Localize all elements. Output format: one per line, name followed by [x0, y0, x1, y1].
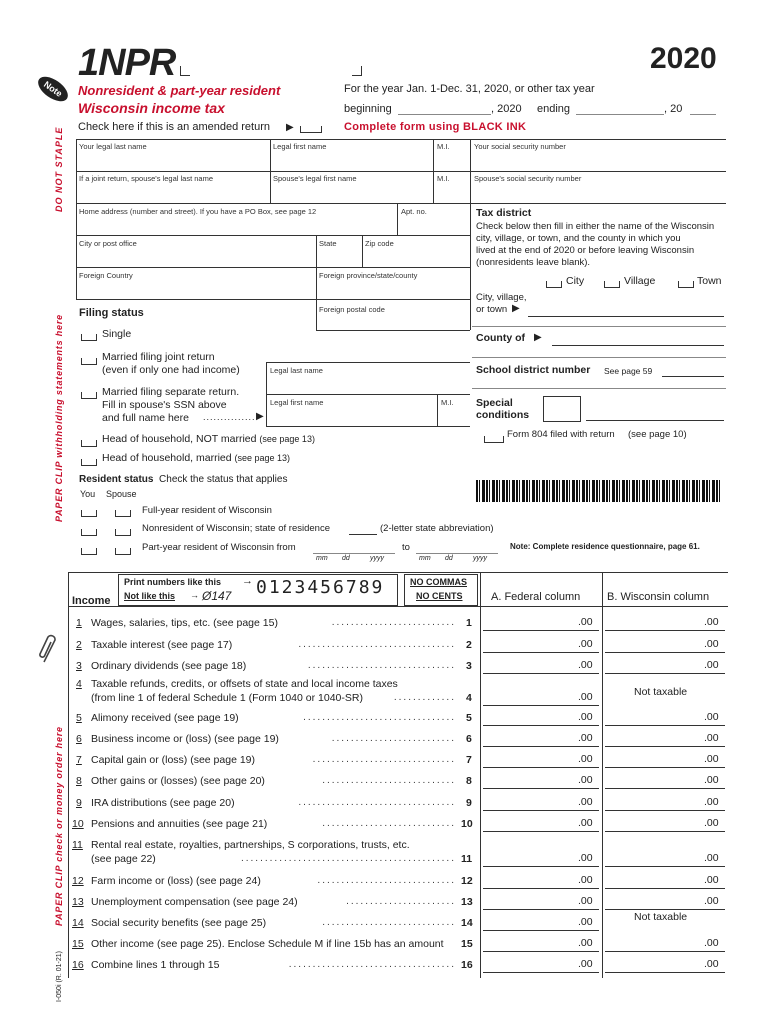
leader-dots: .......................... — [331, 617, 456, 628]
country-field[interactable]: Foreign Country — [79, 271, 133, 280]
end-year-line[interactable] — [690, 114, 716, 115]
arrow-icon: ▶ — [256, 411, 264, 422]
spouse-label: Spouse — [106, 489, 137, 499]
arrow-icon: → — [242, 575, 253, 587]
line-number: 9 — [76, 797, 82, 809]
cvt-input[interactable] — [528, 316, 724, 317]
amended-checkbox[interactable] — [300, 126, 322, 133]
line-label-continued: (from line 1 of federal Schedule 1 (Form 1040 or 1040-SR) — [91, 692, 363, 704]
wisconsin-amount-cents: .00 — [704, 958, 719, 970]
wisconsin-column-header: B. Wisconsin column — [607, 591, 710, 603]
federal-amount-input[interactable] — [483, 652, 599, 653]
federal-amount-input[interactable] — [483, 725, 599, 726]
corner-mark-right — [352, 66, 362, 76]
federal-column-header: A. Federal column — [491, 591, 581, 603]
line-number: 7 — [76, 754, 82, 766]
federal-amount-input[interactable] — [483, 630, 599, 631]
federal-amount-input[interactable] — [483, 705, 599, 706]
line-number: 15 — [72, 938, 84, 950]
from-mm: mm — [316, 555, 328, 562]
hoh-not-married-checkbox[interactable] — [81, 440, 97, 447]
you-label: You — [80, 489, 96, 499]
federal-amount-cents: .00 — [578, 796, 593, 808]
from-date-input[interactable] — [313, 553, 395, 554]
school-district-ref: See page 59 — [604, 366, 653, 376]
line-label: Ordinary dividends (see page 18) — [91, 660, 247, 672]
wisconsin-amount-input[interactable] — [605, 951, 725, 952]
line-label: Other gains or (losses) (see page 20) — [91, 775, 265, 787]
you-part-year-checkbox[interactable] — [81, 548, 97, 555]
bad-digits-sample: Ø147 — [202, 589, 232, 603]
city-field[interactable]: City or post office — [79, 239, 137, 248]
wisconsin-amount-cents: .00 — [704, 874, 719, 886]
leader-dots: ............. — [393, 692, 456, 703]
leader-dots: ....................... — [346, 896, 456, 907]
line-number: 1 — [76, 617, 82, 629]
hoh-married-label — [102, 452, 290, 464]
federal-amount-cents: .00 — [578, 937, 593, 949]
filing-status-title: Filing status — [79, 307, 144, 319]
line-label: Taxable refunds, credits, or offsets of state and local income taxes — [91, 678, 398, 690]
special-conditions-box[interactable] — [543, 396, 581, 422]
province-field[interactable]: Foreign province/state/county — [319, 271, 418, 280]
wisconsin-amount-input[interactable] — [605, 866, 725, 867]
federal-amount-input[interactable] — [483, 972, 599, 973]
leader-dots: ............................ — [322, 917, 456, 928]
note-badge-text: Note — [41, 79, 65, 99]
part-year-label: Part-year resident of Wisconsin from — [142, 542, 296, 553]
leader-dots: ................................. — [298, 639, 456, 650]
wisconsin-amount-cents: .00 — [704, 753, 719, 765]
line-ref-number: 8 — [466, 775, 472, 787]
line-ref-number: 12 — [461, 875, 473, 887]
line-ref-number: 7 — [466, 754, 472, 766]
to-date-input[interactable] — [416, 553, 498, 554]
spouse-legal-mi-field[interactable]: M.I. — [441, 398, 454, 407]
federal-amount-cents: .00 — [578, 753, 593, 765]
line-label: Combine lines 1 through 15 — [91, 959, 220, 971]
ending-label: ending — [537, 103, 571, 115]
federal-amount-cents: .00 — [578, 874, 593, 886]
no-commas-label: NO COMMAS — [410, 577, 467, 587]
spouse-legal-last-name-field[interactable]: Legal last name — [270, 366, 323, 375]
line-number: 5 — [76, 712, 82, 724]
school-district-label: School district number — [476, 364, 591, 376]
ssn-field[interactable]: Your social security number — [474, 142, 566, 151]
village-checkbox[interactable] — [604, 281, 620, 288]
line-number: 12 — [72, 875, 84, 887]
line-label: Other income (see page 25). Enclose Schedule M if line 15b has an amount — [91, 938, 444, 950]
wisconsin-amount-cents: .00 — [704, 659, 719, 671]
state-field[interactable]: State — [319, 239, 337, 248]
line-ref-number: 6 — [466, 733, 472, 745]
wisconsin-amount-input[interactable] — [605, 673, 725, 674]
mfs-label-3: and full name here — [102, 412, 189, 424]
wisconsin-not-taxable: Not taxable — [634, 686, 688, 698]
line-label-continued: (see page 22) — [91, 853, 156, 865]
last-name-field[interactable]: Your legal last name — [79, 142, 147, 151]
tax-year-text: For the year Jan. 1-Dec. 31, 2020, or other tax year — [344, 83, 595, 95]
note-badge — [34, 72, 72, 106]
zip-field[interactable]: Zip code — [365, 239, 394, 248]
wisconsin-amount-input[interactable] — [605, 767, 725, 768]
good-digits-sample: 0123456789 — [256, 577, 385, 598]
spouse-part-year-checkbox[interactable] — [115, 548, 131, 555]
mfs-label-2: Fill in spouse's SSN above — [102, 399, 227, 411]
clip-withholding-label: PAPER CLIP withholding statements here — [54, 314, 64, 522]
tax-district-title: Tax district — [476, 207, 532, 219]
leader-dots: ............................... — [307, 660, 456, 671]
no-cents-label: NO CENTS — [416, 591, 463, 601]
village-option-label: Village — [624, 275, 656, 287]
spouse-full-year-checkbox[interactable] — [115, 510, 131, 517]
begin-year: , 2020 — [491, 103, 522, 115]
line-ref-number: 1 — [466, 617, 472, 629]
tax-district-text-4: (nonresidents leave blank). — [476, 257, 591, 268]
state-of-residence-input[interactable] — [349, 534, 377, 535]
apt-field[interactable]: Apt. no. — [401, 207, 427, 216]
spouse-last-name-field[interactable]: If a joint return, spouse's legal last name — [79, 174, 214, 183]
spouse-ssn-field[interactable]: Spouse's social security number — [474, 174, 582, 183]
arrow-icon: → — [190, 590, 199, 600]
leader-dots: ............................ — [322, 775, 456, 786]
postal-code-field[interactable]: Foreign postal code — [319, 305, 385, 314]
leader-dots: ................................... — [288, 959, 456, 970]
federal-amount-cents: .00 — [578, 817, 593, 829]
form-id: 1NPR — [78, 42, 176, 84]
leader-dots: ................................ — [303, 712, 456, 723]
line-label: Alimony received (see page 19) — [91, 712, 239, 724]
line-label: Rental real estate, royalties, partnerships, S corporations, trusts, etc. — [91, 839, 410, 851]
line-number: 3 — [76, 660, 82, 672]
wisconsin-amount-cents: .00 — [704, 895, 719, 907]
line-number: 8 — [76, 775, 82, 787]
wisconsin-amount-input[interactable] — [605, 630, 725, 631]
address-field[interactable]: Home address (number and street). If you have a PO Box, see page 12 — [79, 207, 317, 216]
wisconsin-amount-input[interactable] — [605, 888, 725, 889]
line-label: Social security benefits (see page 25) — [91, 917, 267, 929]
resident-status-sub: Check the status that applies — [159, 474, 288, 485]
print-like-label: Print numbers like this — [124, 577, 222, 587]
wisconsin-amount-cents: .00 — [704, 774, 719, 786]
special-conditions-input[interactable] — [586, 420, 724, 421]
federal-amount-cents: .00 — [578, 895, 593, 907]
federal-amount-input[interactable] — [483, 767, 599, 768]
line-label: Farm income or (loss) (see page 24) — [91, 875, 261, 887]
income-heading: Income — [72, 595, 111, 607]
form-subtitle-1: Nonresident & part-year resident — [78, 83, 281, 98]
line-ref-number: 14 — [461, 917, 473, 929]
leader-dots: .......................... — [331, 733, 456, 744]
barcode — [476, 480, 722, 502]
line-number: 16 — [72, 959, 84, 971]
wisconsin-amount-input[interactable] — [605, 972, 725, 973]
form804-ref: (see page 10) — [628, 429, 687, 440]
federal-amount-input[interactable] — [483, 951, 599, 952]
town-option-label: Town — [697, 275, 722, 287]
wisconsin-amount-cents: .00 — [704, 638, 719, 650]
spouse-legal-first-name-field[interactable]: Legal first name — [270, 398, 324, 407]
form-subtitle-2: Wisconsin income tax — [78, 100, 225, 116]
wisconsin-amount-input[interactable] — [605, 746, 725, 747]
special-conditions-label-1: Special — [476, 397, 513, 409]
wisconsin-amount-cents: .00 — [704, 796, 719, 808]
arrow-icon: ▶ — [286, 122, 294, 133]
hoh-not-married-label — [102, 433, 315, 445]
ink-instruction: Complete form using BLACK INK — [344, 121, 527, 133]
form-year: 2020 — [650, 42, 717, 75]
nonresident-label: Nonresident of Wisconsin; state of residence — [142, 523, 330, 534]
spouse-first-name-field[interactable]: Spouse's legal first name — [273, 174, 357, 183]
hoh-not-married-text: Head of household, NOT married — [102, 433, 257, 445]
county-label: County of — [476, 332, 525, 344]
line-ref-number: 10 — [461, 818, 473, 830]
wisconsin-not-taxable: Not taxable — [634, 911, 688, 923]
paperclip-icon — [38, 632, 60, 669]
tax-district-text-2: city, village, or town, and the county in which you — [476, 233, 681, 244]
wisconsin-amount-cents: .00 — [704, 817, 719, 829]
federal-amount-input[interactable] — [483, 673, 599, 674]
amended-label: Check here if this is an amended return — [78, 121, 270, 133]
hoh-married-ref: (see page 13) — [234, 453, 291, 463]
mfj-label-2: (even if only one had income) — [102, 364, 240, 376]
leader-dots: ............................................. — [240, 853, 456, 864]
hoh-married-text: Head of household, married — [102, 452, 232, 464]
line-number: 4 — [76, 678, 82, 690]
end-year: , 20 — [664, 103, 683, 115]
from-dd: dd — [342, 555, 350, 562]
line-label: Unemployment compensation (see page 24) — [91, 896, 298, 908]
wisconsin-amount-cents: .00 — [704, 711, 719, 723]
line-ref-number: 3 — [466, 660, 472, 672]
line-label: IRA distributions (see page 20) — [91, 797, 235, 809]
federal-amount-cents: .00 — [578, 774, 593, 786]
from-yyyy: yyyy — [370, 555, 384, 562]
to-label: to — [402, 542, 410, 553]
first-name-field[interactable]: Legal first name — [273, 142, 327, 151]
city-checkbox[interactable] — [546, 281, 562, 288]
federal-amount-cents: .00 — [578, 659, 593, 671]
wisconsin-amount-cents: .00 — [704, 616, 719, 628]
beginning-label: beginning — [344, 103, 392, 115]
wisconsin-amount-cents: .00 — [704, 732, 719, 744]
federal-amount-input[interactable] — [483, 810, 599, 811]
arrow-icon: ▶ — [512, 303, 520, 314]
spouse-mi-field[interactable]: M.I. — [437, 174, 450, 183]
line-ref-number: 5 — [466, 712, 472, 724]
wisconsin-amount-cents: .00 — [704, 852, 719, 864]
school-district-input[interactable] — [662, 376, 724, 377]
you-full-year-checkbox[interactable] — [81, 510, 97, 517]
federal-amount-cents: .00 — [578, 691, 593, 703]
to-dd: dd — [445, 555, 453, 562]
tax-district-text-1: Check below then fill in either the name of the Wisconsin — [476, 221, 715, 232]
mfj-checkbox[interactable] — [81, 358, 97, 365]
wisconsin-amount-input[interactable] — [605, 831, 725, 832]
form804-checkbox[interactable] — [484, 436, 504, 443]
end-date-line[interactable] — [576, 114, 664, 115]
town-checkbox[interactable] — [678, 281, 694, 288]
federal-amount-cents: .00 — [578, 732, 593, 744]
line-ref-number: 11 — [461, 853, 473, 865]
leader-dots: ................................. — [298, 797, 456, 808]
line-ref-number: 9 — [466, 797, 472, 809]
city-option-label: City — [566, 275, 585, 287]
line-number: 6 — [76, 733, 82, 745]
to-yyyy: yyyy — [473, 555, 487, 562]
begin-date-line[interactable] — [398, 114, 491, 115]
resident-status-heading: Resident status — [79, 474, 154, 485]
line-ref-number: 16 — [461, 959, 473, 971]
federal-amount-input[interactable] — [483, 930, 599, 931]
line-number: 11 — [72, 839, 83, 851]
resident-status-title — [79, 474, 287, 485]
mi-field[interactable]: M.I. — [437, 142, 450, 151]
line-ref-number: 15 — [461, 938, 473, 950]
wisconsin-amount-input[interactable] — [605, 652, 725, 653]
line-label: Wages, salaries, tips, etc. (see page 15) — [91, 617, 278, 629]
line-label: Pensions and annuities (see page 21) — [91, 818, 268, 830]
federal-amount-input[interactable] — [483, 866, 599, 867]
spouse-nonresident-checkbox[interactable] — [115, 529, 131, 536]
state-abbr-note: (2-letter state abbreviation) — [380, 523, 494, 534]
line-label: Capital gain or (loss) (see page 19) — [91, 754, 256, 766]
federal-amount-input[interactable] — [483, 909, 599, 910]
line-number: 14 — [72, 917, 84, 929]
cvt-label-2: or town — [476, 304, 508, 315]
not-like-label: Not like this — [124, 591, 176, 601]
federal-amount-cents: .00 — [578, 852, 593, 864]
line-number: 13 — [72, 896, 84, 908]
federal-amount-cents: .00 — [578, 958, 593, 970]
you-nonresident-checkbox[interactable] — [81, 529, 97, 536]
wisconsin-amount-input[interactable] — [605, 725, 725, 726]
cvt-label-1: City, village, — [476, 292, 527, 303]
federal-amount-input[interactable] — [483, 788, 599, 789]
wisconsin-amount-cents: .00 — [704, 937, 719, 949]
federal-amount-input[interactable] — [483, 746, 599, 747]
corner-mark-left — [180, 66, 190, 76]
hoh-not-married-ref: (see page 13) — [259, 434, 315, 444]
leader-dots: ............................ — [322, 818, 456, 829]
line-number: 10 — [72, 818, 84, 830]
federal-amount-cents: .00 — [578, 916, 593, 928]
hoh-married-checkbox[interactable] — [81, 459, 97, 466]
single-label: Single — [102, 328, 132, 340]
county-input[interactable] — [552, 345, 724, 346]
arrow-icon: ▶ — [534, 332, 542, 343]
single-checkbox[interactable] — [81, 334, 97, 341]
mfs-label-1: Married filing separate return. — [102, 386, 240, 398]
mfs-dots: ............... — [203, 412, 256, 422]
federal-amount-cents: .00 — [578, 711, 593, 723]
special-conditions-label-2: conditions — [476, 409, 530, 421]
leader-dots: ............................. — [317, 875, 456, 886]
full-year-label: Full-year resident of Wisconsin — [142, 505, 272, 516]
mfj-label-1: Married filing joint return — [102, 351, 215, 363]
wisconsin-amount-input[interactable] — [605, 909, 725, 910]
line-ref-number: 4 — [466, 692, 472, 704]
form-code: I-050i (R. 01-21) — [56, 951, 63, 1002]
federal-amount-cents: .00 — [578, 616, 593, 628]
residence-note: Note: Complete residence questionnaire, page 61. — [510, 542, 700, 551]
staple-warning: DO NOT STAPLE — [54, 126, 64, 212]
mfs-checkbox[interactable] — [81, 392, 97, 399]
federal-amount-input[interactable] — [483, 888, 599, 889]
line-label: Taxable interest (see page 17) — [91, 639, 233, 651]
wisconsin-amount-input[interactable] — [605, 810, 725, 811]
line-ref-number: 13 — [461, 896, 473, 908]
clip-check-label: PAPER CLIP check or money order here — [54, 726, 64, 926]
wisconsin-amount-input[interactable] — [605, 788, 725, 789]
line-number: 2 — [76, 639, 82, 651]
line-ref-number: 2 — [466, 639, 472, 651]
to-mm: mm — [419, 555, 431, 562]
federal-amount-input[interactable] — [483, 831, 599, 832]
leader-dots: .............................. — [312, 754, 456, 765]
line-label: Business income or (loss) (see page 19) — [91, 733, 279, 745]
federal-amount-cents: .00 — [578, 638, 593, 650]
form804-label: Form 804 filed with return — [507, 429, 615, 440]
tax-district-text-3: lived at the end of 2020 or before leaving Wisconsin — [476, 245, 695, 256]
